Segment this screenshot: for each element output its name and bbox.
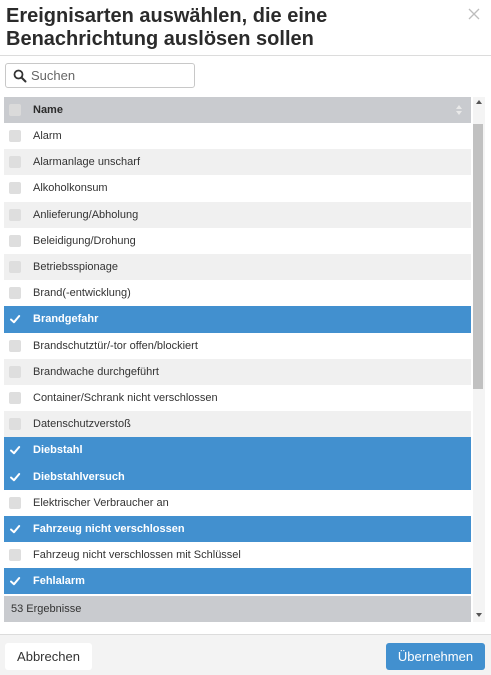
table-row[interactable] (4, 463, 471, 489)
cancel-button[interactable]: Abbrechen (5, 643, 92, 670)
checkmark-icon[interactable] (9, 313, 21, 325)
scroll-up-arrow-icon[interactable] (476, 100, 482, 104)
row-checkbox[interactable] (9, 209, 21, 221)
checkmark-icon[interactable] (9, 523, 21, 535)
scroll-down-arrow-icon[interactable] (476, 613, 482, 617)
scrollbar[interactable] (473, 97, 485, 622)
row-checkbox[interactable] (9, 340, 21, 352)
row-label: Elektrischer Verbraucher an (33, 496, 169, 509)
row-label: Diebstahlversuch (33, 470, 125, 483)
row-checkbox[interactable] (9, 156, 21, 168)
event-type-table (4, 97, 471, 622)
search-icon (13, 69, 27, 83)
row-label: Fahrzeug nicht verschlossen (33, 522, 185, 535)
checkmark-icon[interactable] (9, 471, 21, 483)
table-row[interactable] (4, 359, 471, 385)
dialog-title: Ereignisarten auswählen, die eine Benachrichtung auslösen sollen (6, 5, 328, 50)
table-row[interactable] (4, 175, 471, 201)
row-checkbox[interactable] (9, 418, 21, 430)
row-label: Datenschutzverstoß (33, 418, 131, 431)
table-row[interactable] (4, 149, 471, 175)
column-header-name[interactable]: Name (33, 104, 63, 116)
row-checkbox[interactable] (9, 392, 21, 404)
row-checkbox[interactable] (9, 366, 21, 378)
table-row[interactable] (4, 437, 471, 463)
checkmark-icon[interactable] (9, 575, 21, 587)
table-row[interactable] (4, 202, 471, 228)
table-row[interactable] (4, 228, 471, 254)
search-box[interactable] (5, 63, 195, 88)
sort-icon[interactable] (455, 104, 463, 116)
table-body (4, 123, 471, 594)
table-row[interactable] (4, 568, 471, 594)
row-checkbox[interactable] (9, 130, 21, 142)
row-label: Alarm (33, 130, 62, 143)
scrollbar-thumb[interactable] (473, 124, 483, 389)
row-label: Alkoholkonsum (33, 182, 108, 195)
table-row[interactable] (4, 333, 471, 359)
row-label: Beleidigung/Drohung (33, 234, 136, 247)
row-label: Alarmanlage unscharf (33, 156, 141, 169)
table-row[interactable] (4, 254, 471, 280)
row-label: Brandgefahr (33, 313, 99, 326)
row-checkbox[interactable] (9, 261, 21, 273)
row-label: Diebstahl (33, 444, 83, 457)
row-checkbox[interactable] (9, 235, 21, 247)
select-all-checkbox[interactable] (9, 104, 21, 116)
row-checkbox[interactable] (9, 287, 21, 299)
row-label: Fahrzeug nicht verschlossen mit Schlüssel (33, 549, 241, 562)
checkmark-icon[interactable] (9, 444, 21, 456)
row-label: Brandwache durchgeführt (33, 365, 159, 378)
row-label: Betriebsspionage (33, 261, 119, 274)
result-count: 53 Ergebnisse (4, 596, 471, 622)
row-label: Brand(-entwicklung) (33, 287, 131, 300)
table-row[interactable] (4, 490, 471, 516)
table-row[interactable] (4, 280, 471, 306)
title-divider (0, 55, 491, 56)
table-row[interactable] (4, 306, 471, 332)
search-input[interactable] (31, 68, 181, 83)
table-row[interactable] (4, 123, 471, 149)
apply-button[interactable]: Übernehmen (386, 643, 485, 670)
row-label: Container/Schrank nicht verschlossen (33, 391, 218, 404)
row-checkbox[interactable] (9, 497, 21, 509)
table-row[interactable] (4, 516, 471, 542)
table-row[interactable] (4, 542, 471, 568)
row-checkbox[interactable] (9, 549, 21, 561)
table-row[interactable] (4, 385, 471, 411)
row-label: Brandschutztür/-tor offen/blockiert (33, 339, 198, 352)
close-icon[interactable] (466, 6, 482, 22)
row-checkbox[interactable] (9, 182, 21, 194)
table-row[interactable] (4, 411, 471, 437)
row-label: Anlieferung/Abholung (33, 208, 139, 221)
row-label: Fehlalarm (33, 575, 85, 588)
table-header (4, 97, 471, 123)
